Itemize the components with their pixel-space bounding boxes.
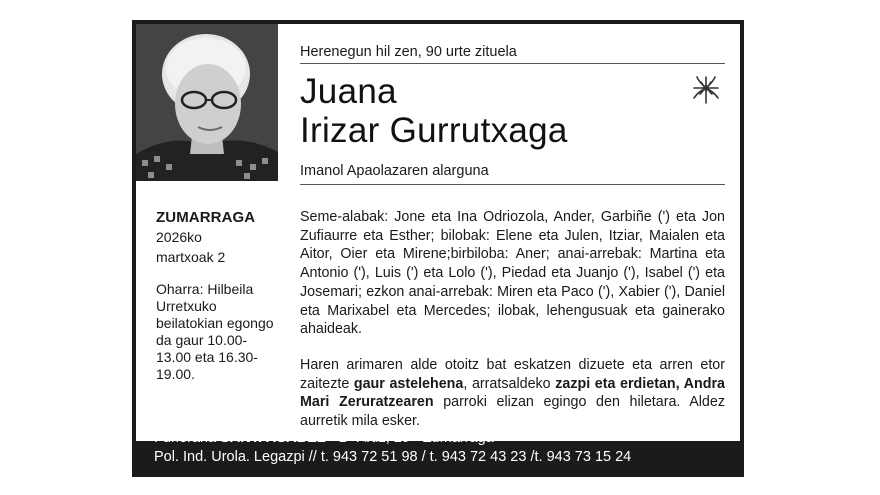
funeral-home-address: · Bº Artiz, 29 · Zumarraga [325,430,494,446]
wake-note: Oharra: Hilbeila Urretxuko beilatokian egongo da gaur 10.00-13.00 eta 16.30-19.00. [156,281,274,382]
widow-line: Imanol Apaolazaren alarguna [300,163,725,185]
funeral-home-name: SANTA ISABEL [220,430,326,446]
invitation-text-1: Haren arimaren alde otoitz bat eskatzen dizuete eta arren etor zaitezte [300,356,725,392]
notice-content [136,24,740,441]
funeral-invitation [300,356,725,431]
invitation-time-place: zazpi eta erdietan, Andra Mari Zeruratzearen [300,375,725,411]
deceased-name [300,72,568,150]
date-year: 2026ko [156,229,202,245]
funeral-home-line [154,429,734,448]
deceased-first-name: Juana [300,72,397,111]
obituary-notice [132,20,744,477]
invitation-text-2: , arratsaldeko [463,375,556,392]
date-day: martxoak 2 [156,249,226,265]
deceased-surnames: Irizar Gurrutxaga [300,111,568,150]
portrait-photo [136,24,278,181]
funeral-home-footer [154,429,734,467]
invitation-day: gaur astelehena [353,375,464,392]
date-location-column [156,209,281,383]
funeral-home-phones: Pol. Ind. Urola. Legazpi // t. 943 72 51 98 / t. 943 72 43 23 /t. 943 73 15 24 [154,449,632,465]
death-line: Herenegun hil zen, 90 urte zituela [300,44,725,64]
notice-body [300,208,725,431]
funeral-home-prefix: Funeraria [154,430,221,446]
invitation-text-3: parroki elizan egingo den hiletara. Aldez aurretik mila esker. [300,394,725,430]
town: ZUMARRAGA [156,209,256,226]
family-list: Seme-alabak: Jone eta Ina Odriozola, Ander, Garbiñe (') eta Jon Zufiaurre eta Esther; bilobak: Elene eta Julen, Itziar, Maialen eta Aitor, Oier eta Mirene;birbiloba: Aner; anai-arrebak: Martina eta Antonio ('), Luis (') eta Lolo ('), Piedad eta Juanjo ('), Isabel (') eta Josemari; ezkon anai-arrebak: Miren eta Paco ('), Xabier ('), Daniel eta Marixabel eta Mercedes; ilobak, lehengusuak eta gainerako ahaideak. [300,209,725,338]
floral-cross-icon [690,74,722,106]
